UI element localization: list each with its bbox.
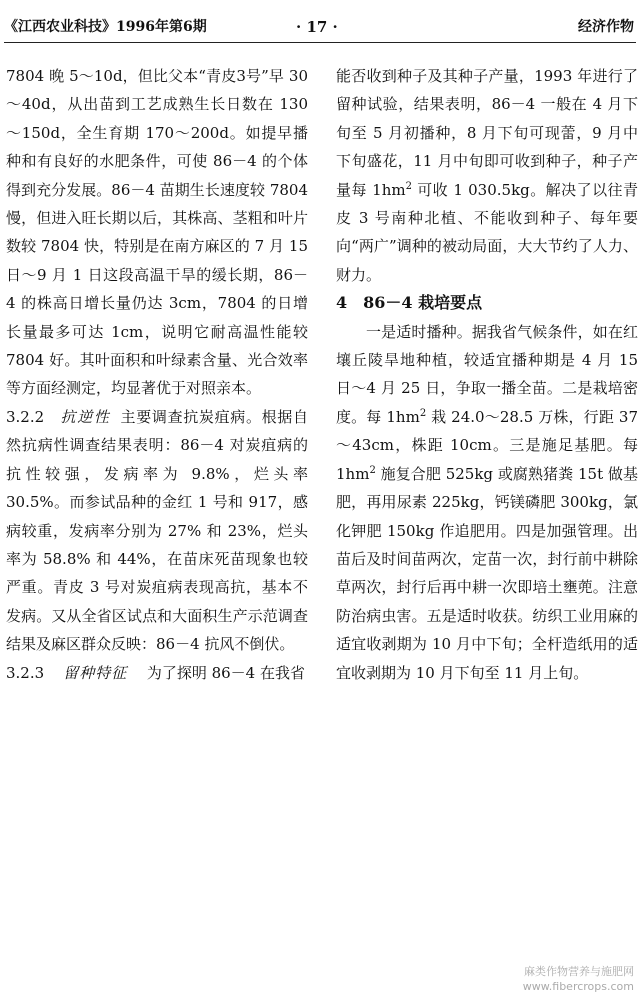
subsection-resistance xyxy=(6,403,308,659)
subsection-title: 抗逆性 xyxy=(60,407,111,426)
left-column xyxy=(6,62,308,687)
site-watermark xyxy=(523,964,634,994)
subsection-number: 3.2.2 xyxy=(6,407,45,426)
section-name: 经济作物 xyxy=(578,19,634,35)
paragraph-growth-period: 7804 晚 5～10d，但比父本“青皮3号”早 30～40d，从出苗到工艺成熟生长日数在 130～150d，全生育期 170～200d。如提早播种和有良好的水肥条件，可使 86－4 的个体得到充分发展。86－4 苗期生长速度较 7804 慢，但进入旺长期以后，其株高、茎粗和叶片数较 7804 快，特别是在南方麻区的 7 月 15 日～9 月 1 日这段高温干旱的缓长期，86－4 的株高日增长量仍达 3cm，7804 的日增长量最多可达 1cm，说明它耐高温性能较 7804 好。其叶面积和叶绿素含量、光合效率等方面经测定，均显著优于对照亲本。 xyxy=(6,67,308,398)
header-divider xyxy=(4,42,636,43)
paragraph-seed-start: 为了探明 86－4 在我省 xyxy=(146,663,305,682)
subsection-number: 3.2.3 xyxy=(6,663,45,682)
section-heading-cultivation: 4 86－4 栽培要点 xyxy=(336,293,483,313)
page-number: · 17 · xyxy=(296,18,338,36)
watermark-url: www.fibercrops.com xyxy=(522,980,634,993)
paragraph-seed-continued: 能否收到种子及其种子产量，1993 年进行了留种试验，结果表明，86－4 一般在 4 月下旬至 5 月初播种，8 月下旬可现蕾，9 月中下旬盛花，11 月中旬即可收到种子，种子产量每 $1hm^2$ 可收 1 030.5kg。解决了以往青皮 3 号南种北植、不能收到种子、每年要向“两广”调种的被动局面，大大节约了人力、财力。 xyxy=(336,67,639,284)
right-column xyxy=(336,62,638,687)
journal-title: 《江西农业科技》1996年第6期 xyxy=(4,19,207,35)
subsection-title: 留种特征 xyxy=(63,663,128,682)
paragraph-cultivation: 一是适时播种。据我省气候条件，如在红壤丘陵旱地种植，较适宜播种期是 4 月 15 日～4 月 25 日，争取一播全苗。二是栽培密度。每 $1hm^2$ 栽 24.0～28.5 万株，行距 37～43cm，株距 10cm。三是施足基肥。每 $1hm^2$ 施复合肥 525kg 或腐熟猪粪 15t 做基肥，再用尿素 225kg，钙镁磷肥 300kg，氯化钾肥 150kg 作追肥用。四是加强管理。出苗后及时间苗两次，定苗一次，封行前中耕除草两次，封行后再中耕一次即培土壅蔸。注意防治病虫害。五是适时收获。纺织工业用麻的适宜收剥期为 10 月中下旬；全杆造纸用的适宜收剥期为 10 月下旬至 11 月上旬。 xyxy=(336,322,638,682)
subsection-seed xyxy=(6,659,308,687)
paragraph-resistance: 主要调查抗炭疽病。根据自然抗病性调查结果表明：86－4 对炭疽病的抗性较强，发病率为 9.8%，烂头率 30.5%。而参试品种的金红 1 号和 917，感病较重，发病率分别为 27% 和 23%，烂头率为 58.8% 和 44%，在苗床死苗现象也较严重。青皮 3 号对炭疽病表现高抗，基本不发病。又从全省区试点和大面积生产示范调查结果及麻区群众反映：86－4 抗风不倒伏。 xyxy=(6,407,308,654)
watermark-title: 麻类作物营养与施肥网 xyxy=(524,965,634,978)
page-header xyxy=(4,2,636,38)
